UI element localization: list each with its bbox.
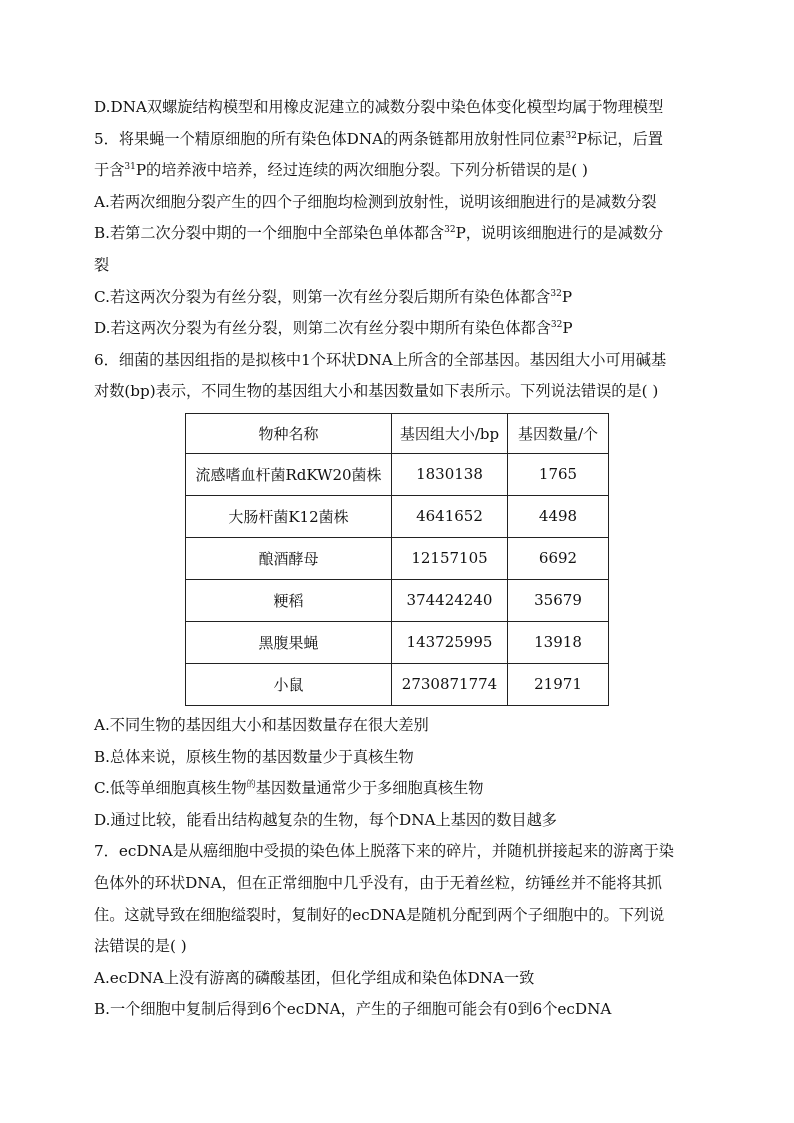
q5-stem-text: 于含 [94,161,125,180]
table-row [186,579,609,621]
table-cell: 流感嗜血杆菌RdKW20菌株 [186,453,392,495]
q5-option-d-text: P [562,319,573,338]
superscript: 32 [550,288,562,299]
q5-option-d-text: D.若这两次分裂为有丝分裂，则第二次有丝分裂中期所有染色体都含 [94,319,551,338]
q5-option-b-text: P，说明该细胞进行的是减数分 [455,224,664,243]
q5-option-b-text: B.若第二次分裂中期的一个细胞中全部染色单体都含 [94,224,445,243]
table-cell: 21971 [508,663,609,705]
q6-stem-line-2: 对数(bp)表示，不同生物的基因组大小和基因数量如下表所示。下列说法错误的是( ) [94,382,659,401]
superscript: 32 [444,225,456,236]
genome-table [185,413,609,706]
q5-stem-text: 5．将果蝇一个精原细胞的所有染色体DNA的两条链都用放射性同位素 [94,129,566,148]
q5-option-a: A.若两次细胞分裂产生的四个子细胞均检测到放射性，说明该细胞进行的是减数分裂 [94,192,657,211]
q5-option-b-line-1 [94,218,700,250]
table-cell: 13918 [508,621,609,663]
table-cell: 小鼠 [186,663,392,705]
table-cell: 4498 [508,495,609,537]
q5-stem-line-2 [94,155,700,187]
table-cell: 4641652 [392,495,508,537]
q7-option-b: B.一个细胞中复制后得到6个ecDNA，产生的子细胞可能会有0到6个ecDNA [94,1000,612,1019]
table-header-cell: 基因数量/个 [508,413,609,453]
superscript: 的 [246,780,256,791]
table-header-cell: 物种名称 [186,413,392,453]
table-row [186,621,609,663]
table-cell: 粳稻 [186,579,392,621]
q7-stem-line-1: 7．ecDNA是从癌细胞中受损的染色体上脱落下来的碎片，并随机拼接起来的游离于染 [94,842,674,861]
q5-option-c [94,282,700,314]
table-cell: 374424240 [392,579,508,621]
q7-stem-line-4: 法错误的是( ) [94,937,187,956]
table-header-row [186,413,609,453]
table-row [186,453,609,495]
q5-stem-line-1 [94,124,700,156]
q6-option-c-text: 基因数量通常少于多细胞真核生物 [255,779,484,798]
q5-option-c-text: C.若这两次分裂为有丝分裂，则第一次有丝分裂后期所有染色体都含 [94,287,551,306]
page-content [94,92,700,1026]
q5-option-d [94,313,700,345]
table-cell: 12157105 [392,537,508,579]
q6-option-c [94,773,700,805]
table-cell: 1830138 [392,453,508,495]
table-cell: 大肠杆菌K12菌株 [186,495,392,537]
table-row [186,663,609,705]
q5-option-c-text: P [561,287,573,306]
q6-option-a: A.不同生物的基因组大小和基因数量存在很大差别 [94,715,429,734]
table-cell: 35679 [508,579,609,621]
superscript: 32 [550,320,563,331]
q5-stem-text: P的培养液中培养，经过连续的两次细胞分裂。下列分析错误的是( ) [135,161,588,180]
q6-option-b: B.总体来说，原核生物的基因数量少于真核生物 [94,747,414,766]
superscript: 31 [124,162,136,173]
superscript: 32 [565,130,577,141]
table-row [186,495,609,537]
q7-stem-line-3: 住。这就导致在细胞缢裂时，复制好的ecDNA是随机分配到两个子细胞中的。下列说 [94,905,665,924]
table-cell: 2730871774 [392,663,508,705]
q7-stem-line-2: 色体外的环状DNA，但在正常细胞中几乎没有，由于无着丝粒，纺锤丝并不能将其抓 [94,873,662,892]
q7-option-a: A.ecDNA上没有游离的磷酸基团，但化学组成和染色体DNA一致 [94,968,535,987]
q5-option-b-line-2: 裂 [94,255,110,274]
q6-option-d: D.通过比较，能看出结构越复杂的生物，每个DNA上基因的数目越多 [94,810,557,829]
q5-stem-text: P标记，后置 [576,129,663,148]
table-cell: 143725995 [392,621,508,663]
q6-stem-line-1: 6．细菌的基因组指的是拟核中1个环状DNA上所含的全部基因。基因组大小可用碱基 [94,350,667,369]
q4-option-d: D.DNA双螺旋结构模型和用橡皮泥建立的减数分裂中染色体变化模型均属于物理模型 [94,98,664,116]
table-cell: 黑腹果蝇 [186,621,392,663]
table-header-cell: 基因组大小/bp [392,413,508,453]
table-cell: 6692 [508,537,609,579]
q6-option-c-text: C.低等单细胞真核生物 [94,779,247,798]
table-cell: 1765 [508,453,609,495]
table-row [186,537,609,579]
table-cell: 酿酒酵母 [186,537,392,579]
